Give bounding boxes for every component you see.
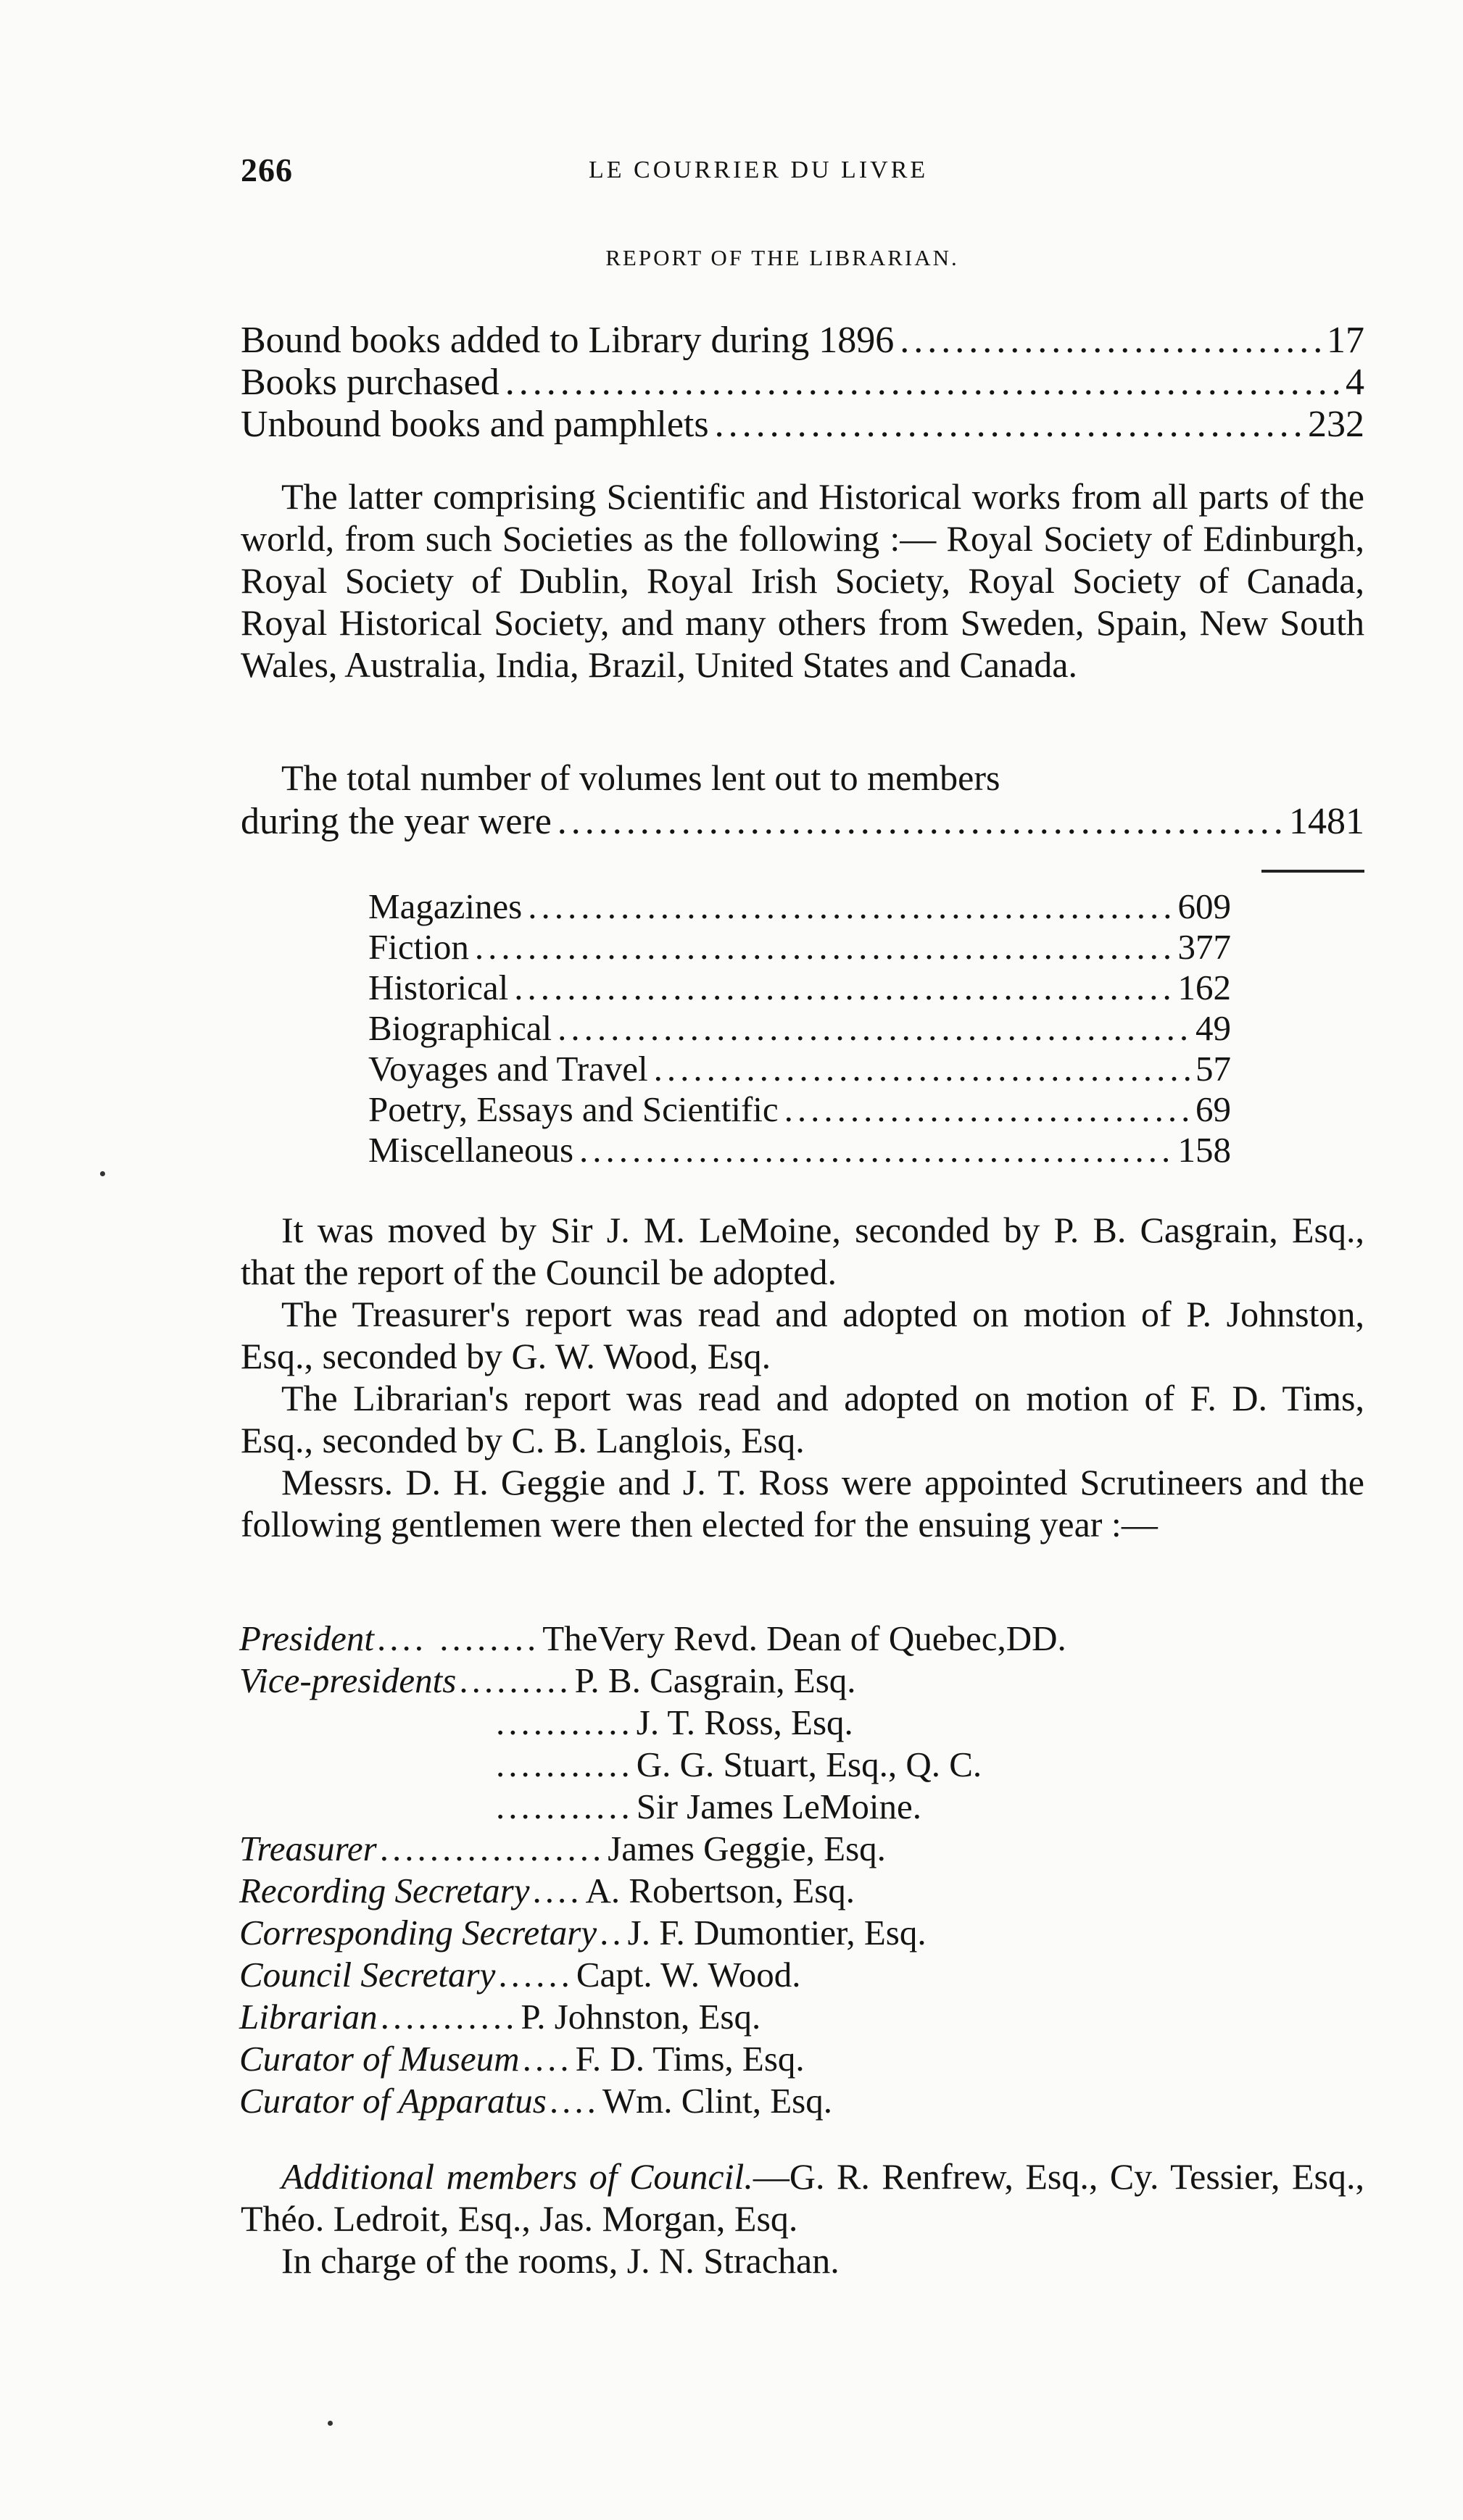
acquisition-row: Bound books added to Library during 1896 ..... 17 <box>241 319 1364 362</box>
print-speck <box>100 1171 105 1176</box>
category-row: Biographical ..... 49 <box>368 1007 1231 1049</box>
officer-row: Recording Secretary .... A. Robertson, Esq. <box>239 1871 855 1910</box>
category-row: Miscellaneous ..... 158 <box>368 1129 1231 1170</box>
category-row: Voyages and Travel ..... 57 <box>368 1048 1231 1089</box>
volumes-lent-total-row: during the year were ..... 1481 <box>241 800 1364 843</box>
officer-row: President .... ........ TheVery Revd. Dean of Quebec,DD. <box>239 1618 1066 1658</box>
category-row: Historical ..... 162 <box>368 967 1231 1008</box>
page-number: 266 <box>241 151 293 188</box>
officer-row: Corresponding Secretary .. J. F. Dumontier, Esq. <box>239 1913 927 1953</box>
officer-row: Treasurer .................. James Geggie, Esq. <box>239 1829 886 1868</box>
officer-row: ........... G. G. Stuart, Esq., Q. C. <box>496 1745 982 1784</box>
societies-paragraph: The latter comprising Scientific and Historical works from all parts of the world, from such Societies as the following :— Royal Society of Edinburgh, Royal Society of Dublin, Royal Irish Society, Royal Society of Canada, Royal Historical Society, and many others from Sweden, Spain, New South Wales, Australia, India, Brazil, United States and Canada. <box>241 476 1364 685</box>
officer-row: Council Secretary ...... Capt. W. Wood. <box>239 1955 801 1995</box>
officer-row: ........... Sir James LeMoine. <box>496 1787 922 1826</box>
acquisition-row: Books purchased ..... 4 <box>241 361 1364 404</box>
running-head <box>241 151 1364 194</box>
rooms-line: In charge of the rooms, J. N. Strachan. <box>281 2240 840 2281</box>
motion-paragraph: It was moved by Sir J. M. LeMoine, seconded by P. B. Casgrain, Esq., that the report of the Council be adopted. <box>241 1210 1364 1292</box>
additional-members-label: Additional members of Council. <box>281 2156 753 2197</box>
additional-members-paragraph <box>241 2155 1364 2240</box>
total-rule <box>1261 870 1364 873</box>
officer-row: Curator of Museum .... F. D. Tims, Esq. <box>239 2039 805 2079</box>
additional-members-text: —G. R. Renfrew, Esq., Cy. Tessier, Esq., Théo. Ledroit, Esq., Jas. Morgan, Esq. <box>241 2156 1365 2239</box>
motion-paragraph: The Librarian's report was read and adopted on motion of F. D. Tims, Esq., seconded by C. B. Langlois, Esq. <box>241 1378 1364 1460</box>
category-row: Poetry, Essays and Scientific ..... 69 <box>368 1089 1231 1130</box>
section-heading: REPORT OF THE LIBRARIAN. <box>605 245 959 270</box>
volumes-lent-line1: The total number of volumes lent out to members <box>281 757 1000 798</box>
officer-row: ........... J. T. Ross, Esq. <box>496 1702 853 1742</box>
acquisition-row: Unbound books and pamphlets ..... 232 <box>241 403 1364 446</box>
officer-row: Curator of Apparatus .... Wm. Clint, Esq. <box>239 2081 832 2121</box>
category-row: Magazines ..... 609 <box>368 886 1231 927</box>
motion-paragraph: Messrs. D. H. Geggie and J. T. Ross were appointed Scrutineers and the following gentlemen were then elected for the ensuing year :— <box>241 1462 1364 1544</box>
officer-row: Librarian ........... P. Johnston, Esq. <box>239 1997 761 2037</box>
category-row: Fiction ..... 377 <box>368 926 1231 968</box>
print-speck <box>328 2421 333 2426</box>
officer-row: Vice-presidents ......... P. B. Casgrain, Esq. <box>239 1660 856 1700</box>
journal-title: LE COURRIER DU LIVRE <box>589 157 929 183</box>
motion-paragraph: The Treasurer's report was read and adopted on motion of P. Johnston, Esq., seconded by G. W. Wood, Esq. <box>241 1294 1364 1376</box>
